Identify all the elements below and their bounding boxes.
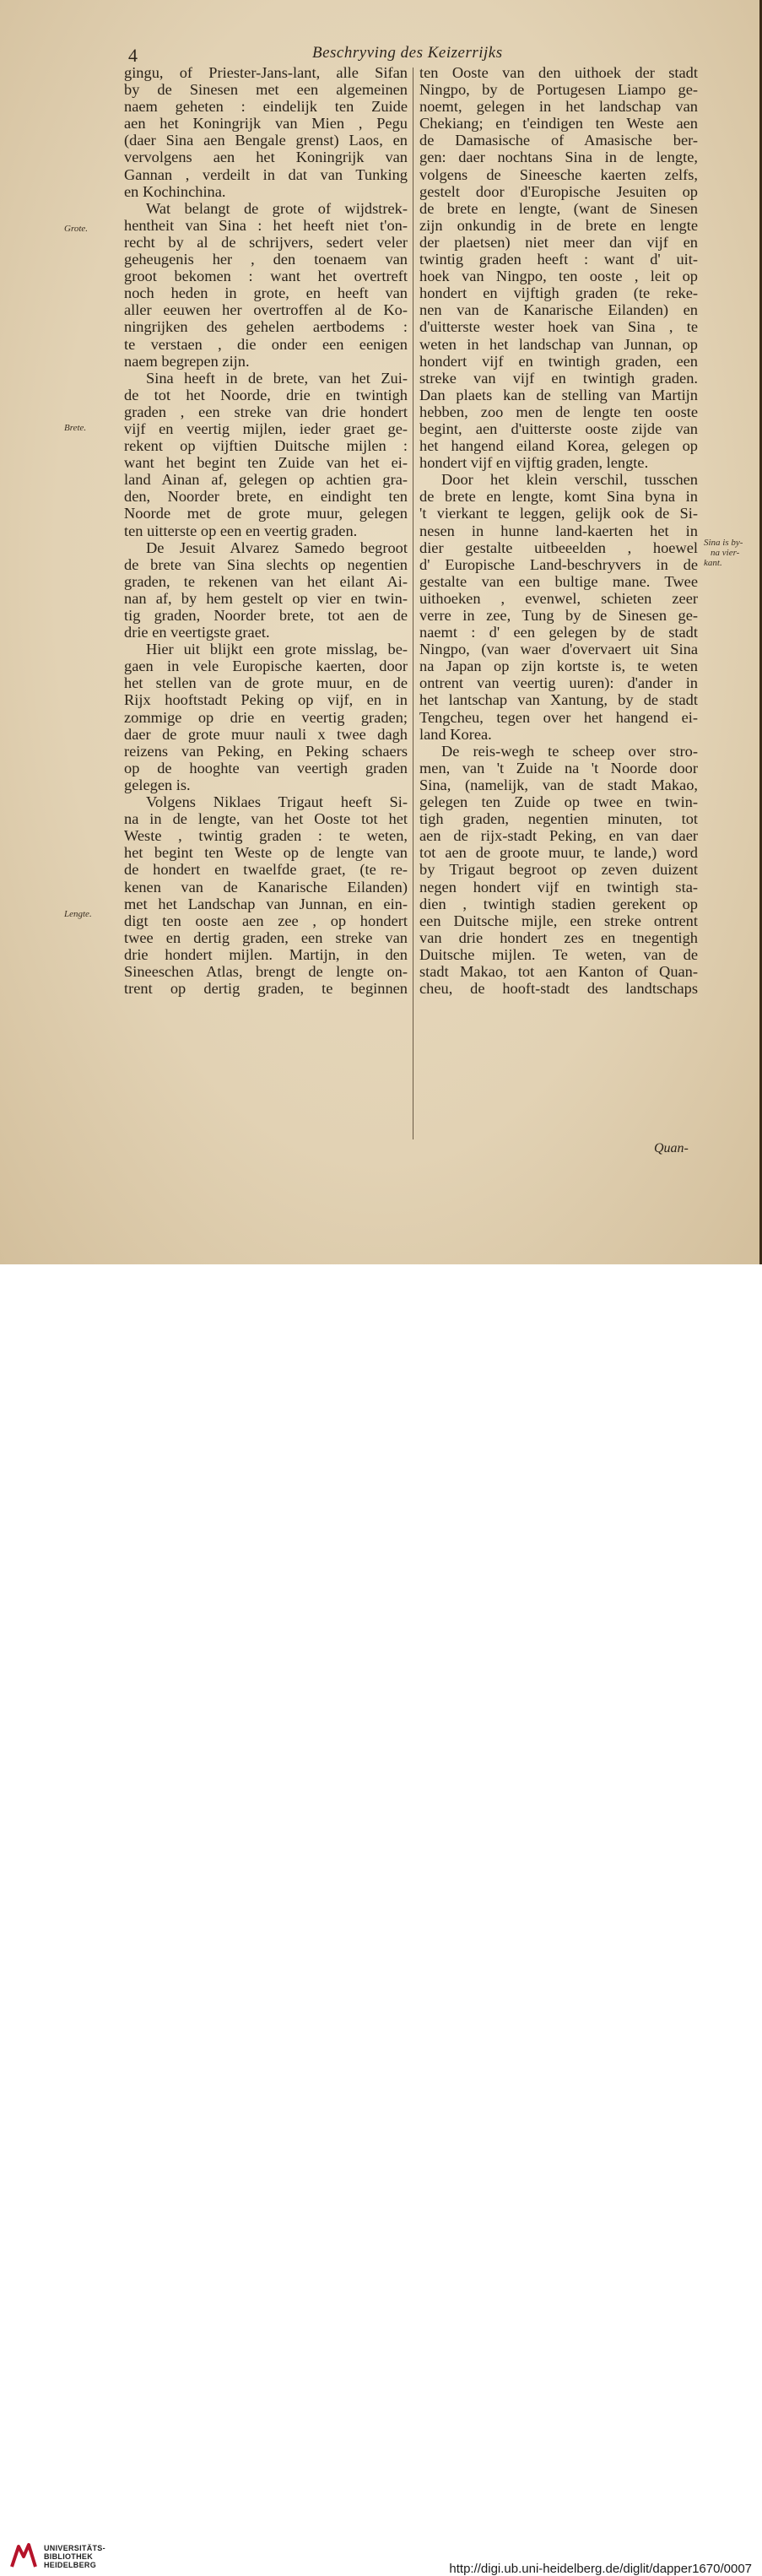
text-line: gingu, of Priester-Jans-lant, alle Sifan	[124, 64, 408, 81]
text-line: op de hooghte van veertigh graden	[124, 759, 408, 777]
text-line: het hangend eiland Korea, gelegen op	[419, 437, 698, 455]
text-line: tot aen de groote muur, te lande,) word	[419, 844, 698, 862]
text-line: Dan plaets kan de stelling van Martijn	[419, 386, 698, 403]
text-line: noemt, gelegen in het landschap van	[419, 98, 698, 116]
text-line: Weste , twintig graden : te weten,	[124, 827, 408, 845]
text-line: dier gestalte uitbeeelden , hoewel	[419, 538, 698, 556]
library-name-line: HEIDELBERG	[44, 2561, 97, 2569]
text-line: gaen in vele Europische kaerten, door	[124, 658, 408, 675]
text-line: reizens van Peking, en Peking schaers	[124, 742, 408, 760]
text-line: ten Ooste van den uithoek der stadt	[419, 64, 698, 81]
scanned-page	[0, 0, 762, 1264]
text-line: gestalte van een bultige mane. Twee	[419, 572, 698, 590]
text-line: ten uitterste op een en veertig graden.	[124, 522, 358, 539]
text-line: want het begint ten Zuide van het ei-	[124, 454, 408, 472]
text-line: de tot het Noorde, drie en twintigh	[124, 386, 408, 403]
text-line: Sina, (namelijk, van de stadt Makao,	[419, 776, 698, 793]
text-line: recht by al de schrijvers, sedert veler	[124, 233, 408, 251]
text-line: met het Landschap van Junnan, en ein-	[124, 895, 408, 912]
text-line: geheugenis her , den toenaem van	[124, 251, 408, 268]
text-line: Chekiang; en t'eindigen ten Weste aen	[419, 115, 698, 133]
text-line: cheu, de hooft-stadt des landtschaps	[419, 980, 698, 998]
text-line: van drie hondert zes en tnegentigh	[419, 928, 698, 946]
text-line: hondert en vijftigh graden (te reke-	[419, 284, 698, 302]
text-line: weten in het landschap van Junnan, op	[419, 335, 698, 353]
text-line: gelegen is.	[124, 776, 191, 793]
text-line: verre in zee, Tung by de Sinesen ge-	[419, 607, 698, 624]
text-line: drie en veertigste graet.	[124, 624, 270, 641]
margin-note-vierkant-1: Sina is by-	[704, 538, 743, 548]
text-line: men, van 't Zuide na 't Noorde door	[419, 759, 698, 777]
text-line: Door het klein verschil, tusschen	[441, 471, 698, 489]
library-name-line: UNIVERSITÄTS-	[44, 2544, 105, 2552]
text-line: De reis-wegh te scheep over stro-	[441, 742, 698, 760]
text-line: kenen van de Kanarische Eilanden)	[124, 878, 408, 896]
text-line: de brete en lengte, komt Sina byna in	[419, 488, 698, 506]
text-line: hoek van Ningpo, ten ooste , leit op	[419, 268, 698, 285]
text-line: 't vierkant te leggen, gelijk ook de Si-	[419, 505, 698, 522]
text-line: naemt : d' een gelegen by de stadt	[419, 624, 698, 641]
text-line: digt ten ooste aen zee , op hondert	[124, 912, 408, 929]
margin-note-brete: Brete.	[64, 423, 87, 433]
library-name[interactable]	[44, 2544, 105, 2569]
text-line: na Japan op zijn kortste is, te weten	[419, 658, 698, 675]
text-line: Ningpo, (van waer d'overvaert uit Sina	[419, 641, 698, 658]
text-line: gelegen ten Zuide op twee en twin-	[419, 793, 698, 811]
text-line: naem geheten : eindelijk ten Zuide	[124, 98, 408, 116]
text-line: Hier uit blijkt een grote misslag, be-	[146, 641, 408, 658]
page-number: 4	[128, 45, 138, 66]
text-line: begint, aen d'uitterste ooste zijde van	[419, 419, 698, 437]
text-line: hebben, zoo men de lengte ten ooste	[419, 403, 698, 420]
running-head: Beschryving des Keizerrijks	[312, 44, 503, 62]
text-line: Noorde met de grote muur, gelegen	[124, 505, 408, 522]
text-line: uithoeken , evenwel, schieten zeer	[419, 589, 698, 607]
text-line: aen het Koningrijk van Mien , Pegu	[124, 115, 408, 133]
text-line: Ningpo, by de Portugesen Liampo ge-	[419, 81, 698, 99]
text-line: volgens de Sineesche kaerten zelfs,	[419, 165, 698, 183]
margin-note-vierkant-2: na vier-	[711, 548, 740, 558]
text-line: gestelt door d'Europische Jesuiten op	[419, 182, 698, 200]
text-line: den, Noorder brete, en eindight ten	[124, 488, 408, 506]
text-line: Volgens Niklaes Trigaut heeft Si-	[146, 793, 408, 811]
source-url[interactable]: http://digi.ub.uni-heidelberg.de/diglit/dapper1670/0007	[449, 2562, 752, 2576]
text-line: nen van de Kanarische Eilanden) en	[419, 301, 698, 319]
margin-note-lengte: Lengte.	[64, 909, 92, 919]
viewer-footer	[0, 1264, 762, 2576]
text-line: het begint ten Weste op de lengte van	[124, 844, 408, 862]
text-line: te verstaen , die onder een eenigen	[124, 335, 408, 353]
text-line: Sineeschen Atlas, brengt de lengte on-	[124, 962, 408, 980]
text-line: by Trigaut begroot op zeven duizent	[419, 861, 698, 879]
text-line: Tengcheu, tegen over het hangend ei-	[419, 708, 698, 726]
text-line: noch heden in grote, en heeft van	[124, 284, 408, 302]
margin-note-vierkant-3: kant.	[704, 558, 722, 568]
library-logo-icon[interactable]	[8, 2541, 39, 2570]
text-line: Wat belangt de grote of wijdstrek-	[146, 199, 408, 217]
text-line: het lantschap van Xantung, by de stadt	[419, 691, 698, 709]
text-line: het stellen van de grote muur, en de	[124, 674, 408, 692]
text-line: land Ainan af, gelegen op achtien gra-	[124, 471, 408, 489]
text-line: nesen in hunne land-kaerten het in	[419, 522, 698, 539]
text-line: d'uitterste wester hoek van Sina , te	[419, 318, 698, 336]
text-line: groot bekomen : want het overtreft	[124, 268, 408, 285]
text-line: na in de lengte, van het Ooste tot het	[124, 810, 408, 828]
text-line: vijf en veertig mijlen, ieder graet ge-	[124, 419, 408, 437]
text-line: graden, te rekenen van het eilant Ai-	[124, 572, 408, 590]
text-line: gen: daer nochtans Sina in de lengte,	[419, 149, 698, 166]
text-line: ontrent van veertig uuren): d'ander in	[419, 674, 698, 692]
text-line: der plaetsen) niet meer dan vijf en	[419, 233, 698, 251]
text-line: de hondert en twaelfde graet, (te re-	[124, 861, 408, 879]
text-line: zommige op drie en veertig graden;	[124, 708, 408, 726]
text-line: by de Sinesen met een algemeinen	[124, 81, 408, 99]
text-line: nan af, by hem gestelt op vier en twin-	[124, 589, 408, 607]
margin-note-grote: Grote.	[64, 224, 89, 234]
text-line: (daer Sina aen Bengale grenst) Laos, en	[124, 132, 408, 149]
text-line: Rijx hooftstadt Peking op vijf, en in	[124, 691, 408, 709]
text-line: Duitsche mijlen. Te weten, van de	[419, 945, 698, 963]
text-line: rekent op vijftien Duitsche mijlen :	[124, 437, 408, 455]
text-line: een Duitsche mijle, een streke ontrent	[419, 912, 698, 929]
text-line: de brete van Sina slechts op negentien	[124, 555, 408, 573]
text-line: dien , twintigh stadien gerekent op	[419, 895, 698, 912]
left-column	[124, 64, 408, 997]
text-line: twintig graden heeft : want d' uit-	[419, 251, 698, 268]
text-line: daer de grote muur nauli x twee dagh	[124, 725, 408, 743]
catchword: Quan-	[654, 1141, 689, 1155]
text-line: Sina heeft in de brete, van het Zui-	[146, 369, 408, 387]
text-line: hondert vijf en twintigh graden, een	[419, 352, 698, 370]
text-line: streke van vijf en twintigh graden.	[419, 369, 698, 387]
text-line: Gannan , verdeilt in dat van Tunking	[124, 165, 408, 183]
text-line: vervolgens aen het Koningrijk van	[124, 149, 408, 166]
text-line: hentheit van Sina : het heeft niet t'on-	[124, 216, 408, 234]
right-column	[419, 64, 698, 997]
text-line: de Damasische of Amasische ber-	[419, 132, 698, 149]
text-line: aller eeuwen her overtroffen al de Ko-	[124, 301, 408, 319]
library-name-line: BIBLIOTHEK	[44, 2552, 93, 2561]
text-line: twee en dertig graden, een streke van	[124, 928, 408, 946]
text-line: drie hondert mijlen. Martijn, in den	[124, 945, 408, 963]
text-line: stadt Makao, tot aen Kanton of Quan-	[419, 962, 698, 980]
text-line: negen hondert vijf en twintigh sta-	[419, 878, 698, 896]
text-line: de brete en lengte, (want de Sinesen	[419, 199, 698, 217]
text-line: hondert vijf en vijftig graden, lengte.	[419, 454, 649, 472]
text-line: land Korea.	[419, 725, 492, 743]
text-line: De Jesuit Alvarez Samedo begroot	[146, 538, 408, 556]
text-line: d' Europische Land-beschryvers in de	[419, 555, 698, 573]
text-line: graden , een streke van drie hondert	[124, 403, 408, 420]
text-line: aen de rijx-stadt Peking, en van daer	[419, 827, 698, 845]
text-line: ningrijken des gehelen aertbodems :	[124, 318, 408, 336]
text-line: tigh graden, negentien minuten, tot	[419, 810, 698, 828]
text-line: tig graden, Noorder brete, tot aen de	[124, 607, 408, 624]
text-line: zijn onkundig in de brete en lengte	[419, 216, 698, 234]
text-line: en Kochinchina.	[124, 182, 226, 200]
text-line: trent op dertig graden, te beginnen	[124, 980, 408, 998]
text-line: naem begrepen zijn.	[124, 352, 250, 370]
